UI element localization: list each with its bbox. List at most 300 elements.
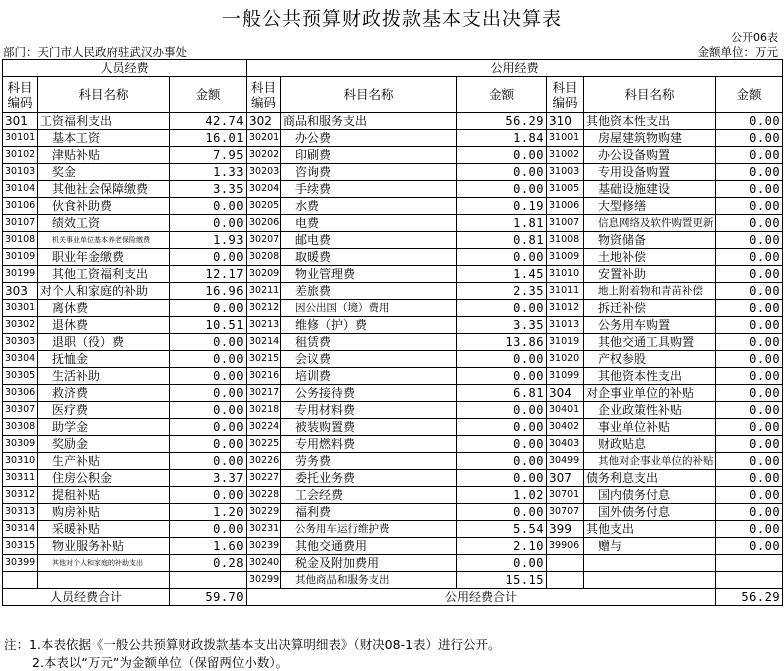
note-1: 注：1.本表依据《一般公共预算财政拨款基本支出决算明细表》（财决08-1表）进行公开。 xyxy=(4,637,501,652)
public1-code-cell: 30205 xyxy=(247,198,281,215)
personnel-amount-cell: 0.00 xyxy=(170,215,247,232)
public1-code-cell: 30211 xyxy=(247,283,281,300)
public1-name-cell: 水费 xyxy=(281,198,457,215)
public2-name-cell: 公务用车购置 xyxy=(584,317,716,334)
public1-amount-cell: 0.00 xyxy=(457,470,547,487)
public2-code-cell: 30402 xyxy=(547,419,584,436)
public2-name-cell: 对企事业单位的补贴 xyxy=(584,385,716,402)
personnel-name-cell: 奖金 xyxy=(38,164,170,181)
public1-name-cell: 取暖费 xyxy=(281,249,457,266)
public1-name-cell: 被装购置费 xyxy=(281,419,457,436)
public2-code-cell: 310 xyxy=(547,113,584,130)
public1-code-cell: 30213 xyxy=(247,317,281,334)
public2-code-cell: 30403 xyxy=(547,436,584,453)
public2-amount-cell: 0.00 xyxy=(716,334,783,351)
personnel-code-cell: 30308 xyxy=(3,419,38,436)
public2-amount-cell: 0.00 xyxy=(716,249,783,266)
personnel-name-cell: 采暖补贴 xyxy=(38,521,170,538)
public1-name-cell: 商品和服务支出 xyxy=(281,113,457,130)
public1-name-cell: 租赁费 xyxy=(281,334,457,351)
public1-amount-cell: 0.00 xyxy=(457,181,547,198)
public1-amount-cell: 3.35 xyxy=(457,317,547,334)
unit-label: 金额单位：万元 xyxy=(697,45,778,59)
table-row xyxy=(3,351,783,368)
public1-code-cell: 30225 xyxy=(247,436,281,453)
table-row xyxy=(3,232,783,249)
personnel-amount-cell: 0.00 xyxy=(170,249,247,266)
public2-name-cell: 事业单位补贴 xyxy=(584,419,716,436)
table-row xyxy=(3,572,783,589)
table-row xyxy=(3,555,783,572)
personnel-amount-cell: 0.00 xyxy=(170,368,247,385)
personnel-amount-cell: 0.00 xyxy=(170,521,247,538)
public1-code-cell: 30208 xyxy=(247,249,281,266)
public1-amount-cell: 0.00 xyxy=(457,419,547,436)
public1-amount-cell: 0.00 xyxy=(457,164,547,181)
public2-name-cell: 国外债务付息 xyxy=(584,504,716,521)
public1-name-cell: 咨询费 xyxy=(281,164,457,181)
personnel-amount-cell: 0.00 xyxy=(170,436,247,453)
public2-amount-cell xyxy=(716,555,783,572)
public2-amount-cell: 0.00 xyxy=(716,164,783,181)
table-row xyxy=(3,470,783,487)
personnel-amount-cell: 10.51 xyxy=(170,317,247,334)
personnel-name-cell: 生产补贴 xyxy=(38,453,170,470)
public1-name-cell: 办公费 xyxy=(281,130,457,147)
public1-amount-cell: 6.81 xyxy=(457,385,547,402)
public1-amount-cell: 0.00 xyxy=(457,436,547,453)
col-header-name: 科目名称 xyxy=(584,77,716,113)
personnel-code-cell: 30199 xyxy=(3,266,38,283)
public1-code-cell: 30214 xyxy=(247,334,281,351)
public1-name-cell: 公务接待费 xyxy=(281,385,457,402)
personnel-name-cell: 伙食补助费 xyxy=(38,198,170,215)
table-row xyxy=(3,504,783,521)
public1-name-cell: 差旅费 xyxy=(281,283,457,300)
public2-name-cell: 其他对企事业单位的补贴 xyxy=(584,453,716,470)
public1-code-cell: 30240 xyxy=(247,555,281,572)
public2-code-cell: 31001 xyxy=(547,130,584,147)
public2-amount-cell: 0.00 xyxy=(716,521,783,538)
public1-amount-cell: 1.81 xyxy=(457,215,547,232)
public1-amount-cell: 0.19 xyxy=(457,198,547,215)
public1-amount-cell: 0.00 xyxy=(457,555,547,572)
public2-code-cell: 30499 xyxy=(547,453,584,470)
personnel-amount-cell: 16.01 xyxy=(170,130,247,147)
public-group-header: 公用经费 xyxy=(247,60,783,77)
public2-code-cell: 31006 xyxy=(547,198,584,215)
public-total-label: 公用经费合计 xyxy=(247,589,716,606)
public2-amount-cell: 0.00 xyxy=(716,385,783,402)
table-row xyxy=(3,317,783,334)
public1-amount-cell: 0.00 xyxy=(457,300,547,317)
public2-amount-cell: 0.00 xyxy=(716,232,783,249)
personnel-code-cell: 303 xyxy=(3,283,38,300)
personnel-name-cell xyxy=(38,572,170,589)
group-header-row xyxy=(3,60,783,77)
public1-amount-cell: 1.02 xyxy=(457,487,547,504)
public2-code-cell: 39906 xyxy=(547,538,584,555)
personnel-code-cell: 30104 xyxy=(3,181,38,198)
personnel-amount-cell: 12.17 xyxy=(170,266,247,283)
table-row xyxy=(3,164,783,181)
public1-code-cell: 30227 xyxy=(247,470,281,487)
personnel-group-header: 人员经费 xyxy=(3,60,247,77)
personnel-code-cell: 301 xyxy=(3,113,38,130)
public2-name-cell: 产权参股 xyxy=(584,351,716,368)
table-row xyxy=(3,215,783,232)
table-row xyxy=(3,385,783,402)
col-header-name: 科目名称 xyxy=(38,77,170,113)
personnel-name-cell: 对个人和家庭的补助 xyxy=(38,283,170,300)
public1-amount-cell: 0.00 xyxy=(457,351,547,368)
public1-code-cell: 30217 xyxy=(247,385,281,402)
public2-amount-cell: 0.00 xyxy=(716,487,783,504)
public1-name-cell: 印刷费 xyxy=(281,147,457,164)
personnel-code-cell: 30399 xyxy=(3,555,38,572)
public2-name-cell: 其他支出 xyxy=(584,521,716,538)
public1-code-cell: 30231 xyxy=(247,521,281,538)
public1-amount-cell: 13.86 xyxy=(457,334,547,351)
public-total-amount: 56.29 xyxy=(716,589,783,606)
public2-code-cell: 31010 xyxy=(547,266,584,283)
col-header-code: 科目 编码 xyxy=(247,77,281,113)
public1-amount-cell: 15.15 xyxy=(457,572,547,589)
public2-name-cell: 大型修缮 xyxy=(584,198,716,215)
public1-amount-cell: 2.35 xyxy=(457,283,547,300)
public1-name-cell: 专用燃料费 xyxy=(281,436,457,453)
table-row xyxy=(3,300,783,317)
public1-name-cell: 维修（护）费 xyxy=(281,317,457,334)
public2-name-cell: 其他资本性支出 xyxy=(584,113,716,130)
public2-code-cell: 31002 xyxy=(547,147,584,164)
public1-amount-cell: 0.81 xyxy=(457,232,547,249)
table-row xyxy=(3,334,783,351)
public2-amount-cell: 0.00 xyxy=(716,538,783,555)
public2-amount-cell: 0.00 xyxy=(716,351,783,368)
table-row xyxy=(3,266,783,283)
personnel-total-label: 人员经费合计 xyxy=(3,589,170,606)
personnel-code-cell: 30314 xyxy=(3,521,38,538)
public2-name-cell: 土地补偿 xyxy=(584,249,716,266)
public2-code-cell: 31005 xyxy=(547,181,584,198)
public1-code-cell: 30204 xyxy=(247,181,281,198)
public1-amount-cell: 5.54 xyxy=(457,521,547,538)
personnel-amount-cell: 0.00 xyxy=(170,198,247,215)
public2-code-cell: 31020 xyxy=(547,351,584,368)
public1-code-cell: 30203 xyxy=(247,164,281,181)
public1-code-cell: 30209 xyxy=(247,266,281,283)
table-row xyxy=(3,113,783,130)
public1-name-cell: 其他商品和服务支出 xyxy=(281,572,457,589)
public1-code-cell: 30201 xyxy=(247,130,281,147)
public1-name-cell: 电费 xyxy=(281,215,457,232)
personnel-amount-cell: 1.93 xyxy=(170,232,247,249)
personnel-name-cell: 工资福利支出 xyxy=(38,113,170,130)
public1-code-cell: 30215 xyxy=(247,351,281,368)
public1-name-cell: 邮电费 xyxy=(281,232,457,249)
col-header-amount: 金额 xyxy=(457,77,547,113)
public2-amount-cell: 0.00 xyxy=(716,368,783,385)
public1-code-cell: 302 xyxy=(247,113,281,130)
public2-amount-cell: 0.00 xyxy=(716,198,783,215)
personnel-amount-cell: 3.35 xyxy=(170,181,247,198)
public2-amount-cell: 0.00 xyxy=(716,402,783,419)
public1-name-cell: 手续费 xyxy=(281,181,457,198)
table-row xyxy=(3,130,783,147)
public1-amount-cell: 1.84 xyxy=(457,130,547,147)
personnel-code-cell: 30102 xyxy=(3,147,38,164)
public1-code-cell: 30216 xyxy=(247,368,281,385)
public2-code-cell xyxy=(547,572,584,589)
public2-code-cell: 31013 xyxy=(547,317,584,334)
public2-amount-cell xyxy=(716,572,783,589)
public1-code-cell: 30218 xyxy=(247,402,281,419)
public2-amount-cell: 0.00 xyxy=(716,317,783,334)
public1-name-cell: 劳务费 xyxy=(281,453,457,470)
public1-code-cell: 30202 xyxy=(247,147,281,164)
column-header-row xyxy=(3,77,783,113)
public2-code-cell xyxy=(547,555,584,572)
personnel-name-cell: 住房公积金 xyxy=(38,470,170,487)
personnel-code-cell: 30312 xyxy=(3,487,38,504)
public1-code-cell: 30229 xyxy=(247,504,281,521)
public2-name-cell: 房屋建筑物购建 xyxy=(584,130,716,147)
personnel-name-cell: 退休费 xyxy=(38,317,170,334)
public1-code-cell: 30299 xyxy=(247,572,281,589)
public1-amount-cell: 0.00 xyxy=(457,402,547,419)
public2-code-cell: 30701 xyxy=(547,487,584,504)
public2-name-cell: 拆迁补偿 xyxy=(584,300,716,317)
public2-name-cell: 国内债务付息 xyxy=(584,487,716,504)
public1-name-cell: 公务用车运行维护费 xyxy=(281,521,457,538)
expenditure-table xyxy=(2,59,783,606)
personnel-name-cell: 退职（役）费 xyxy=(38,334,170,351)
table-row xyxy=(3,283,783,300)
public2-amount-cell: 0.00 xyxy=(716,453,783,470)
public1-amount-cell: 0.00 xyxy=(457,453,547,470)
personnel-amount-cell: 0.00 xyxy=(170,419,247,436)
public1-amount-cell: 0.00 xyxy=(457,504,547,521)
table-row xyxy=(3,521,783,538)
public2-code-cell: 31012 xyxy=(547,300,584,317)
personnel-amount-cell: 42.74 xyxy=(170,113,247,130)
public1-name-cell: 其他交通费用 xyxy=(281,538,457,555)
personnel-code-cell: 30307 xyxy=(3,402,38,419)
public2-amount-cell: 0.00 xyxy=(716,419,783,436)
table-row xyxy=(3,147,783,164)
public2-code-cell: 31009 xyxy=(547,249,584,266)
public2-name-cell: 办公设备购置 xyxy=(584,147,716,164)
table-row xyxy=(3,249,783,266)
public2-name-cell: 企业政策性补贴 xyxy=(584,402,716,419)
public2-name-cell: 赠与 xyxy=(584,538,716,555)
personnel-amount-cell: 7.95 xyxy=(170,147,247,164)
personnel-name-cell: 职业年金缴费 xyxy=(38,249,170,266)
public2-code-cell: 31003 xyxy=(547,164,584,181)
personnel-code-cell: 30304 xyxy=(3,351,38,368)
public1-amount-cell: 2.10 xyxy=(457,538,547,555)
col-header-code: 科目 编码 xyxy=(3,77,38,113)
personnel-code-cell: 30108 xyxy=(3,232,38,249)
public2-name-cell: 物资储备 xyxy=(584,232,716,249)
public2-code-cell: 399 xyxy=(547,521,584,538)
personnel-code-cell xyxy=(3,572,38,589)
personnel-code-cell: 30313 xyxy=(3,504,38,521)
public2-amount-cell: 0.00 xyxy=(716,113,783,130)
personnel-name-cell: 提租补贴 xyxy=(38,487,170,504)
personnel-amount-cell: 0.28 xyxy=(170,555,247,572)
personnel-total-amount: 59.70 xyxy=(170,589,247,606)
public2-code-cell: 31007 xyxy=(547,215,584,232)
public1-name-cell: 会议费 xyxy=(281,351,457,368)
public2-amount-cell: 0.00 xyxy=(716,283,783,300)
personnel-name-cell: 救济费 xyxy=(38,385,170,402)
public2-name-cell: 地上附着物和青苗补偿 xyxy=(584,283,716,300)
col-header-amount: 金额 xyxy=(170,77,247,113)
public2-amount-cell: 0.00 xyxy=(716,130,783,147)
public1-code-cell: 30212 xyxy=(247,300,281,317)
personnel-code-cell: 30311 xyxy=(3,470,38,487)
public2-name-cell: 财政贴息 xyxy=(584,436,716,453)
personnel-amount-cell: 0.00 xyxy=(170,334,247,351)
public2-code-cell: 30707 xyxy=(547,504,584,521)
totals-row xyxy=(3,589,783,606)
personnel-name-cell: 绩效工资 xyxy=(38,215,170,232)
personnel-code-cell: 30309 xyxy=(3,436,38,453)
personnel-name-cell: 物业服务补贴 xyxy=(38,538,170,555)
public1-amount-cell: 0.00 xyxy=(457,368,547,385)
public1-amount-cell: 0.00 xyxy=(457,147,547,164)
personnel-code-cell: 30306 xyxy=(3,385,38,402)
public1-name-cell: 专用材料费 xyxy=(281,402,457,419)
public2-amount-cell: 0.00 xyxy=(716,215,783,232)
public2-name-cell: 其他交通工具购置 xyxy=(584,334,716,351)
public2-amount-cell: 0.00 xyxy=(716,436,783,453)
public2-name-cell: 专用设备购置 xyxy=(584,164,716,181)
public2-code-cell: 31019 xyxy=(547,334,584,351)
public1-code-cell: 30239 xyxy=(247,538,281,555)
table-row xyxy=(3,538,783,555)
table-row xyxy=(3,402,783,419)
personnel-name-cell: 购房补贴 xyxy=(38,504,170,521)
personnel-amount-cell: 0.00 xyxy=(170,300,247,317)
public1-name-cell: 福利费 xyxy=(281,504,457,521)
personnel-amount-cell: 0.00 xyxy=(170,385,247,402)
table-row xyxy=(3,436,783,453)
personnel-code-cell: 30103 xyxy=(3,164,38,181)
col-header-code: 科目 编码 xyxy=(547,77,584,113)
department-label: 部门：天门市人民政府驻武汉办事处 xyxy=(3,45,187,59)
personnel-name-cell: 奖励金 xyxy=(38,436,170,453)
public2-code-cell: 31099 xyxy=(547,368,584,385)
personnel-name-cell: 医疗费 xyxy=(38,402,170,419)
personnel-code-cell: 30107 xyxy=(3,215,38,232)
personnel-name-cell: 生活补助 xyxy=(38,368,170,385)
public1-name-cell: 工会经费 xyxy=(281,487,457,504)
public2-code-cell: 304 xyxy=(547,385,584,402)
public2-name-cell xyxy=(584,555,716,572)
public1-amount-cell: 1.45 xyxy=(457,266,547,283)
personnel-name-cell: 机关事业单位基本养老保险缴费 xyxy=(38,232,170,249)
table-row xyxy=(3,419,783,436)
public2-name-cell: 基础设施建设 xyxy=(584,181,716,198)
public1-code-cell: 30226 xyxy=(247,453,281,470)
col-header-amount: 金额 xyxy=(716,77,783,113)
personnel-code-cell: 30303 xyxy=(3,334,38,351)
personnel-code-cell: 30305 xyxy=(3,368,38,385)
personnel-amount-cell: 0.00 xyxy=(170,453,247,470)
public1-amount-cell: 56.29 xyxy=(457,113,547,130)
public1-code-cell: 30207 xyxy=(247,232,281,249)
table-row xyxy=(3,487,783,504)
page-title: 一般公共预算财政拨款基本支出决算表 xyxy=(221,8,562,30)
public1-name-cell: 培训费 xyxy=(281,368,457,385)
public1-name-cell: 因公出国（境）费用 xyxy=(281,300,457,317)
table-row xyxy=(3,453,783,470)
public1-name-cell: 税金及附加费用 xyxy=(281,555,457,572)
public2-amount-cell: 0.00 xyxy=(716,504,783,521)
public2-code-cell: 31008 xyxy=(547,232,584,249)
personnel-name-cell: 其他对个人和家庭的补助支出 xyxy=(38,555,170,572)
table-row xyxy=(3,368,783,385)
personnel-name-cell: 离休费 xyxy=(38,300,170,317)
personnel-code-cell: 30310 xyxy=(3,453,38,470)
public2-name-cell: 其他资本性支出 xyxy=(584,368,716,385)
personnel-amount-cell: 3.37 xyxy=(170,470,247,487)
public2-code-cell: 30401 xyxy=(547,402,584,419)
public1-code-cell: 30228 xyxy=(247,487,281,504)
public2-name-cell xyxy=(584,572,716,589)
personnel-name-cell: 抚恤金 xyxy=(38,351,170,368)
personnel-name-cell: 其他工资福利支出 xyxy=(38,266,170,283)
public2-amount-cell: 0.00 xyxy=(716,147,783,164)
personnel-amount-cell: 0.00 xyxy=(170,402,247,419)
personnel-amount-cell xyxy=(170,572,247,589)
personnel-code-cell: 30315 xyxy=(3,538,38,555)
personnel-name-cell: 津贴补贴 xyxy=(38,147,170,164)
table-row xyxy=(3,181,783,198)
personnel-code-cell: 30101 xyxy=(3,130,38,147)
personnel-name-cell: 助学金 xyxy=(38,419,170,436)
personnel-amount-cell: 1.60 xyxy=(170,538,247,555)
form-number: 公开06表 xyxy=(731,31,778,44)
public1-code-cell: 30224 xyxy=(247,419,281,436)
public2-amount-cell: 0.00 xyxy=(716,181,783,198)
public1-code-cell: 30206 xyxy=(247,215,281,232)
personnel-code-cell: 30302 xyxy=(3,317,38,334)
personnel-amount-cell: 16.96 xyxy=(170,283,247,300)
public2-name-cell: 安置补助 xyxy=(584,266,716,283)
public1-amount-cell: 0.00 xyxy=(457,249,547,266)
personnel-amount-cell: 0.00 xyxy=(170,351,247,368)
public2-code-cell: 31011 xyxy=(547,283,584,300)
public2-name-cell: 债务利息支出 xyxy=(584,470,716,487)
public1-name-cell: 委托业务费 xyxy=(281,470,457,487)
col-header-name: 科目名称 xyxy=(281,77,457,113)
personnel-name-cell: 基本工资 xyxy=(38,130,170,147)
personnel-amount-cell: 1.33 xyxy=(170,164,247,181)
public2-amount-cell: 0.00 xyxy=(716,266,783,283)
note-2: 2.本表以“万元”为金额单位（保留两位小数）。 xyxy=(32,655,289,670)
public1-name-cell: 物业管理费 xyxy=(281,266,457,283)
personnel-code-cell: 30301 xyxy=(3,300,38,317)
public2-amount-cell: 0.00 xyxy=(716,470,783,487)
personnel-code-cell: 30109 xyxy=(3,249,38,266)
public2-amount-cell: 0.00 xyxy=(716,300,783,317)
public2-name-cell: 信息网络及软件购置更新 xyxy=(584,215,716,232)
personnel-amount-cell: 0.00 xyxy=(170,487,247,504)
